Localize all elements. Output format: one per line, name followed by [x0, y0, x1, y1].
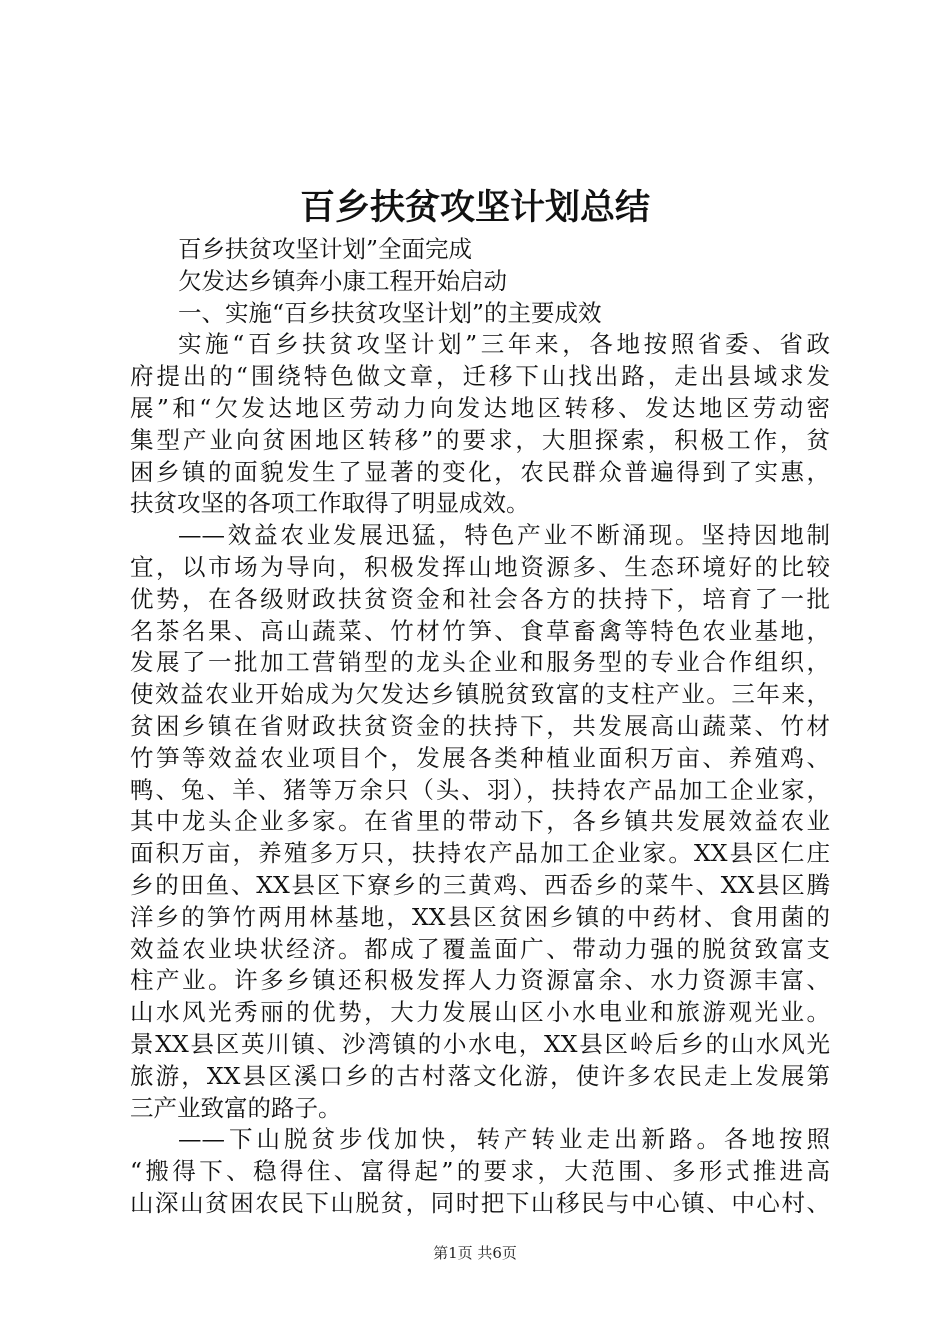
text-line: 鸭、兔、羊、猪等万余只（头、羽），扶持农产品加工企业家， — [130, 775, 830, 804]
text-line: 面积万亩，养殖多万只，扶持农产品加工企业家。XX县区仁庄 — [130, 839, 830, 868]
text-line: 乡的田鱼、XX县区下寮乡的三黄鸡、西岙乡的菜牛、XX县区腾 — [130, 870, 830, 899]
text-line: 府提出的“围绕特色做文章，迁移下山找出路，走出县域求发 — [130, 362, 830, 391]
text-line: 效益农业块状经济。都成了覆盖面广、带动力强的脱贫致富支 — [130, 934, 830, 963]
text-line: 展”和“欠发达地区劳动力向发达地区转移、发达地区劳动密 — [130, 393, 830, 422]
text-line: 旅游，XX县区溪口乡的古村落文化游，使许多农民走上发展第 — [130, 1061, 830, 1090]
text-line: 山水风光秀丽的优势，大力发展山区小水电业和旅游观光业。 — [130, 998, 830, 1027]
text-line: 柱产业。许多乡镇还积极发挥人力资源富余、水力资源丰富、 — [130, 966, 830, 995]
text-line: 扶贫攻坚的各项工作取得了明显成效。 — [130, 489, 530, 518]
text-line: 竹笋等效益农业项目个，发展各类种植业面积万亩、养殖鸡、 — [130, 743, 830, 772]
text-line: 使效益农业开始成为欠发达乡镇脱贫致富的支柱产业。三年来， — [130, 680, 830, 709]
text-line: 贫困乡镇在省财政扶贫资金的扶持下，共发展高山蔬菜、竹材 — [130, 711, 830, 740]
text-line: 名茶名果、高山蔬菜、竹材竹笋、食草畜禽等特色农业基地， — [130, 616, 830, 645]
text-line: 宜，以市场为导向，积极发挥山地资源多、生态环境好的比较 — [130, 552, 830, 581]
text-line: 三产业致富的路子。 — [130, 1093, 342, 1122]
text-line: 一、实施“百乡扶贫攻坚计划”的主要成效 — [178, 298, 602, 327]
text-line: 困乡镇的面貌发生了显著的变化，农民群众普遍得到了实惠， — [130, 457, 830, 486]
text-line: 其中龙头企业多家。在省里的带动下，各乡镇共发展效益农业 — [130, 807, 830, 836]
document-title: 百乡扶贫攻坚计划总结 — [299, 187, 650, 228]
page-footer: 第1页 共6页 — [433, 1244, 517, 1262]
text-line: 发展了一批加工营销型的龙头企业和服务型的专业合作组织， — [130, 648, 830, 677]
text-line: 洋乡的笋竹两用林基地，XX县区贫困乡镇的中药材、食用菌的 — [130, 902, 830, 931]
text-line: ——效益农业发展迅猛，特色产业不断涌现。坚持因地制 — [178, 521, 830, 550]
text-line: 景XX县区英川镇、沙湾镇的小水电，XX县区岭后乡的山水风光 — [130, 1029, 830, 1058]
text-line: 优势，在各级财政扶贫资金和社会各方的扶持下，培育了一批 — [130, 584, 830, 613]
text-line: ——下山脱贫步伐加快，转产转业走出新路。各地按照 — [178, 1125, 830, 1154]
text-line: “搬得下、稳得住、富得起”的要求，大范围、多形式推进高 — [130, 1157, 830, 1186]
text-line: 百乡扶贫攻坚计划”全面完成 — [178, 235, 473, 263]
text-line: 山深山贫困农民下山脱贫，同时把下山移民与中心镇、中心村、 — [130, 1188, 830, 1217]
text-line: 实施“百乡扶贫攻坚计划”三年来，各地按照省委、省政 — [178, 330, 830, 359]
text-line: 集型产业向贫困地区转移”的要求，大胆探索，积极工作，贫 — [130, 425, 830, 454]
document-body — [130, 234, 830, 1220]
text-line: 欠发达乡镇奔小康工程开始启动 — [178, 266, 507, 295]
